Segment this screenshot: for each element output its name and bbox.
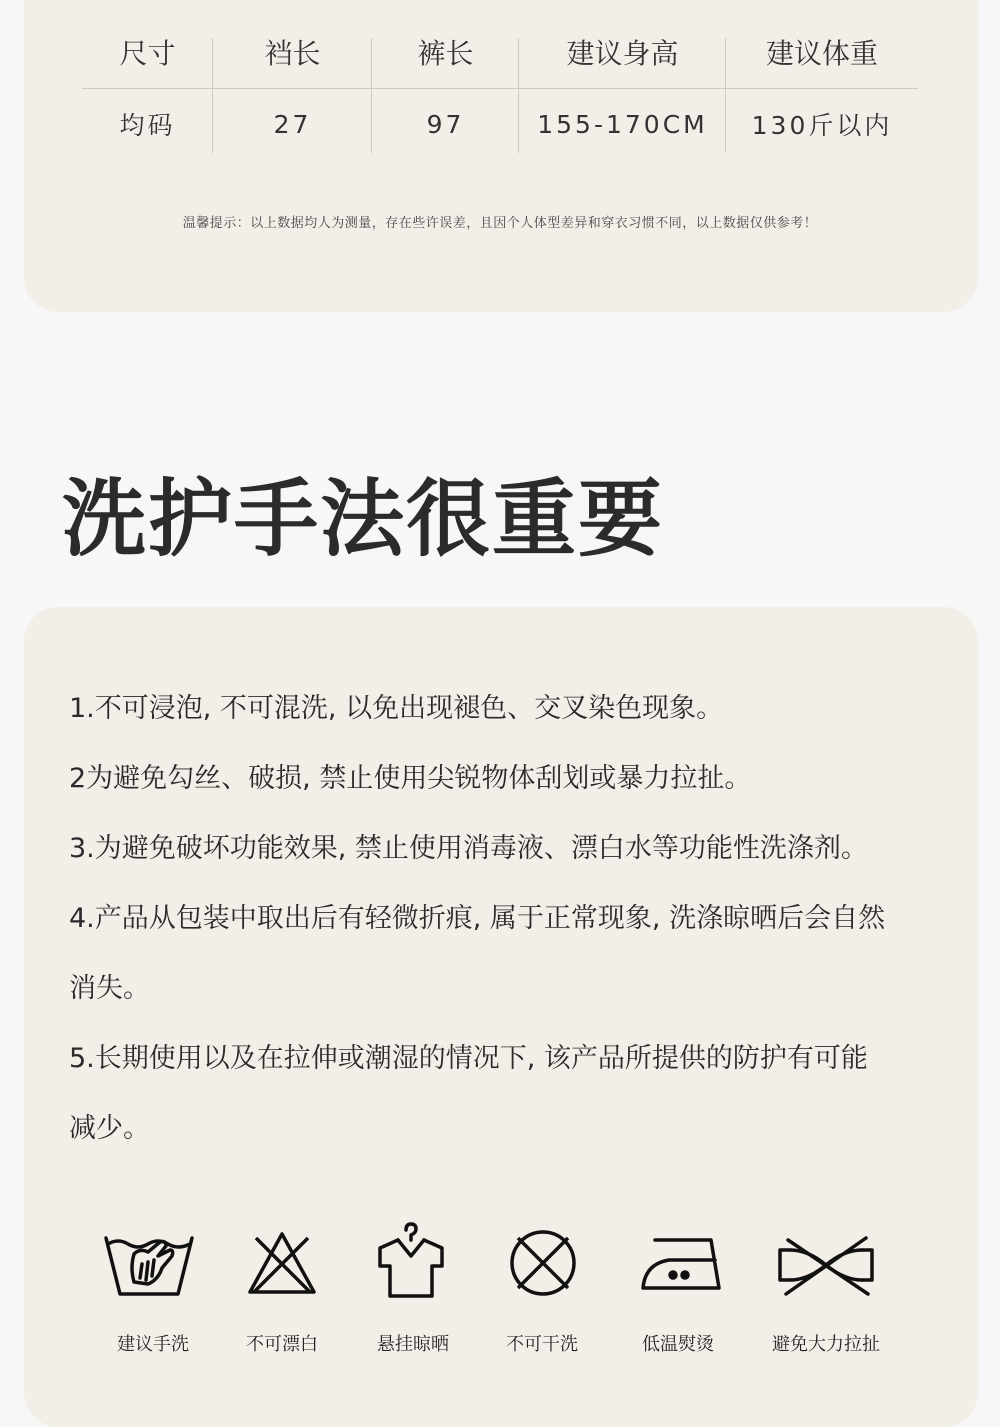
size-table xyxy=(82,0,918,159)
care-list xyxy=(69,674,949,1164)
header-rise: 裆长 xyxy=(213,0,372,88)
list-item: 1.不可浸泡, 不可混洗, 以免出现褪色、交叉染色现象。 xyxy=(69,693,724,724)
list-item: 5.长期使用以及在拉伸或潮湿的情况下, 该产品所提供的防护有可能 xyxy=(69,1043,868,1074)
list-item: 2为避免勾丝、破损, 禁止使用尖锐物体刮划或暴力拉扯。 xyxy=(69,763,752,794)
list-item: 减少。 xyxy=(69,1113,150,1144)
no-dry-clean-icon xyxy=(508,1228,578,1298)
no-bleach-icon xyxy=(246,1230,318,1296)
icon-label: 低温熨烫 xyxy=(642,1334,714,1355)
header-height: 建议身高 xyxy=(519,0,726,88)
icon-label: 悬挂晾晒 xyxy=(377,1334,449,1355)
measurement-tip: 温馨提示：以上数据均人为测量，存在些许误差，且因个人体型差异和穿衣习惯不同，以上数据仅供参考！ xyxy=(182,216,818,231)
size-table-header xyxy=(82,0,918,89)
header-length: 裤长 xyxy=(372,0,519,88)
low-temp-iron-icon xyxy=(641,1236,723,1292)
hang-dry-icon xyxy=(376,1222,446,1298)
cell-rise: 27 xyxy=(213,89,372,159)
table-row xyxy=(82,89,918,159)
list-item: 消失。 xyxy=(69,973,150,1004)
header-weight: 建议体重 xyxy=(765,37,878,70)
icon-label: 建议手洗 xyxy=(117,1334,189,1355)
cell-height: 155-170CM xyxy=(519,89,726,159)
hand-wash-icon xyxy=(104,1224,194,1296)
list-item: 3.为避免破坏功能效果, 禁止使用消毒液、漂白水等功能性洗涤剂。 xyxy=(69,833,868,864)
header-size: 尺寸 xyxy=(82,0,213,88)
icon-label: 不可干洗 xyxy=(506,1334,578,1355)
care-title: 洗护手法很重要 xyxy=(62,470,665,568)
cell-weight: 130斤以内 xyxy=(751,111,893,140)
no-wring-icon xyxy=(778,1236,874,1298)
icon-label: 不可漂白 xyxy=(246,1334,318,1355)
care-icons xyxy=(0,1218,1000,1368)
cell-size: 均码 xyxy=(82,89,213,159)
icon-label: 避免大力拉扯 xyxy=(772,1334,880,1355)
list-item: 4.产品从包装中取出后有轻微折痕, 属于正常现象, 洗涤晾晒后会自然 xyxy=(69,903,886,934)
cell-length: 97 xyxy=(372,89,519,159)
